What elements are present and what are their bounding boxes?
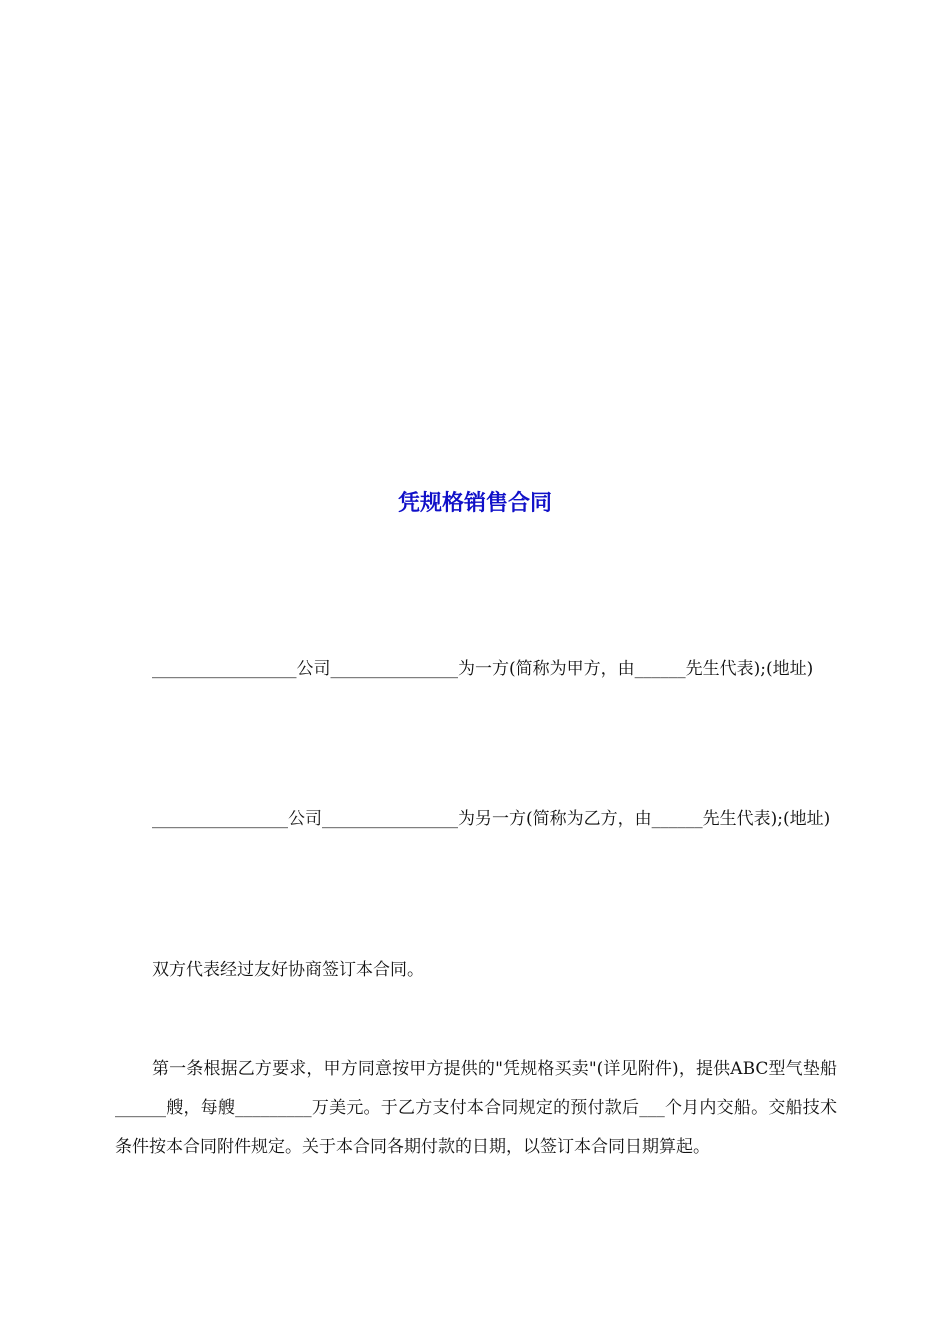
document-title: 凭规格销售合同 <box>397 491 552 516</box>
party-b-paragraph: ________________公司________________为另一方(简称为乙方，由______先生代表);(地址) <box>152 809 831 829</box>
agreement-paragraph: 双方代表经过友好协商签订本合同。 <box>152 960 424 980</box>
article-one-paragraph: 第一条根据乙方要求，甲方同意按甲方提供的"凭规格买卖"(详见附件)，提供ABC型气垫船______艘，每艘_________万美元。于乙方支付本合同规定的预付款后___个月内交船。交船技术条件按本合同附件规定。关于本合同各期付款的日期，以签订本合同日期算起。 <box>115 1059 837 1157</box>
party-a-paragraph: _________________公司_______________为一方(简称为甲方，由______先生代表);(地址) <box>152 659 814 679</box>
